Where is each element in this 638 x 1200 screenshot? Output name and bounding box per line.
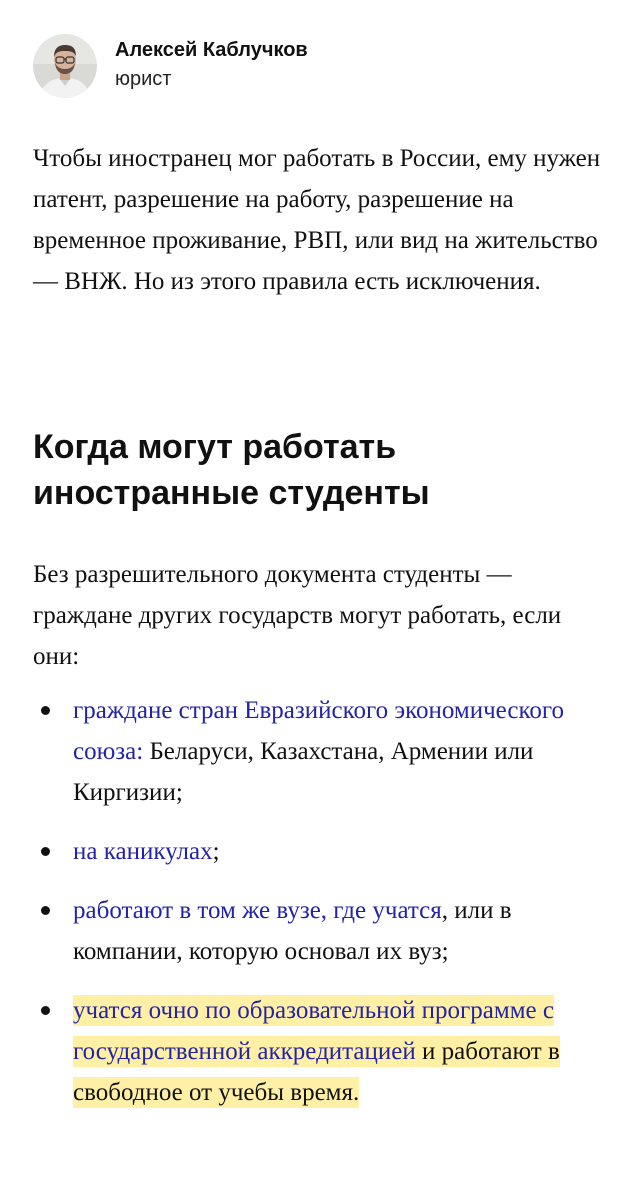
author-text	[115, 38, 308, 94]
eaeu-link[interactable]: граждане стран Евразийского экономического союза:	[73, 697, 564, 765]
list-item-text: и работают в свободное от учебы время.	[73, 1038, 560, 1106]
accreditation-link[interactable]: учатся очно по образовательной программе с государственной аккредитацией	[73, 997, 554, 1065]
list-item-text: , или в компании, которую основал их вуз;	[73, 897, 512, 965]
bullet-dot-icon	[41, 906, 50, 915]
vacation-link[interactable]: на каникулах	[73, 838, 213, 865]
list-item-highlighted	[33, 990, 608, 1113]
bullet-dot-icon	[41, 706, 50, 715]
section-heading: Когда могут работать иностранные студенты	[33, 428, 430, 512]
intro-paragraph: Чтобы иностранец мог работать в России, ему нужен патент, разрешение на работу, разрешение на временное проживание, РВП, или вид на жительство — ВНЖ. Но из этого правила есть исключения.	[33, 145, 601, 295]
list-item	[33, 690, 608, 813]
bullet-dot-icon	[41, 1006, 50, 1015]
highlight-marker	[73, 995, 560, 1108]
author-block[interactable]	[33, 34, 308, 98]
bullet-dot-icon	[41, 847, 50, 856]
list-item	[33, 831, 608, 872]
author-avatar[interactable]	[33, 34, 97, 98]
list-item-text: ;	[212, 838, 220, 865]
list-item-text: Беларуси, Казахстана, Армении или Киргизии;	[73, 738, 534, 806]
conditions-list	[33, 690, 608, 1131]
person-photo-icon	[33, 34, 97, 98]
same-university-link[interactable]: работают в том же вузе, где учатся	[73, 897, 442, 924]
author-role: юрист	[115, 68, 172, 90]
lead-paragraph: Без разрешительного документа студенты — граждане других государств могут работать, если они:	[33, 561, 562, 670]
list-item	[33, 890, 608, 972]
author-name[interactable]: Алексей Каблучков	[115, 39, 308, 61]
